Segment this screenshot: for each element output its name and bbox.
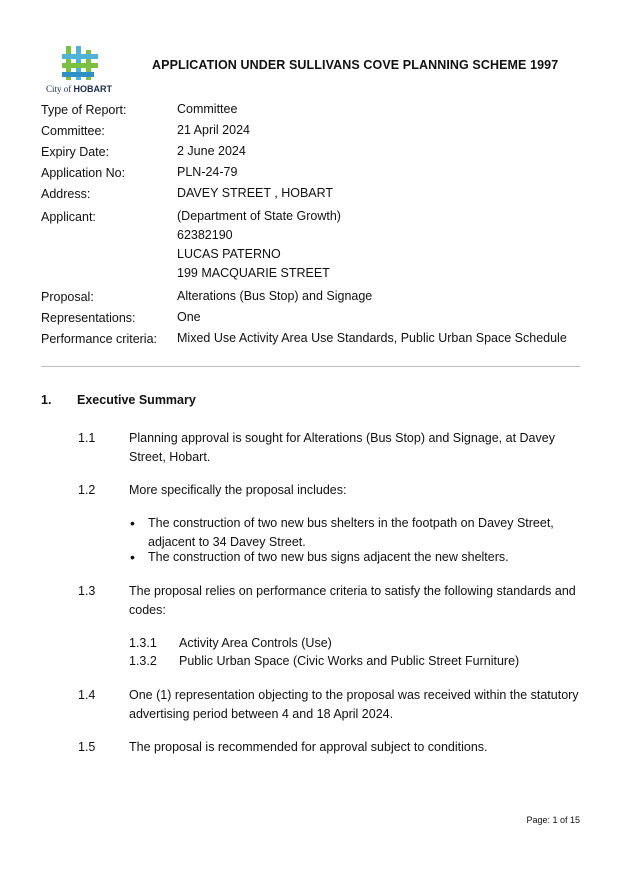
meta-row-committee (41, 121, 587, 142)
meta-value: Alterations (Bus Stop) and Signage (177, 289, 373, 303)
sub-item-number: 1.3.2 (129, 654, 157, 668)
meta-label: Application No: (41, 166, 126, 180)
bullet-line: The construction of two new bus signs adjacent the new shelters. (148, 550, 509, 564)
meta-label: Applicant: (41, 210, 96, 224)
paragraph-line: Street, Hobart. (129, 450, 211, 464)
sub-item (129, 652, 519, 671)
section-number: 1. (41, 393, 52, 407)
hobart-logo-mark (46, 44, 118, 96)
document-title: APPLICATION UNDER SULLIVANS COVE PLANNING SCHEME 1997 (152, 58, 559, 72)
bullet-icon: • (130, 515, 135, 531)
bullet-line: The construction of two new bus shelters in the footpath on Davey Street, (148, 516, 554, 530)
meta-row-representations (41, 308, 587, 329)
meta-label: Committee: (41, 124, 105, 138)
section-divider (41, 366, 580, 367)
paragraph-line: Planning approval is sought for Alterations (Bus Stop) and Signage, at Davey (129, 431, 555, 445)
meta-label: Representations: (41, 311, 136, 325)
meta-value: 21 April 2024 (177, 123, 250, 137)
bullet-icon: • (130, 549, 135, 565)
meta-row-expiry (41, 142, 587, 163)
paragraph-line: advertising period between 4 and 18 April 2024. (129, 707, 394, 721)
sub-item-text: Public Urban Space (Civic Works and Public Street Furniture) (179, 654, 520, 668)
meta-label: Proposal: (41, 290, 94, 304)
meta-value: 62382190 (177, 228, 233, 242)
meta-row-applicant (41, 207, 587, 283)
meta-row-criteria (41, 329, 587, 350)
meta-row-proposal (41, 287, 587, 308)
logo-text: City of HOBART (46, 84, 113, 94)
paragraph-1-5 (78, 738, 488, 757)
meta-row-address (41, 184, 587, 205)
section-title: Executive Summary (77, 393, 196, 407)
section-heading (41, 393, 196, 407)
meta-value: PLN-24-79 (177, 165, 238, 179)
paragraph-number: 1.4 (78, 688, 96, 702)
paragraph-line: More specifically the proposal includes: (129, 483, 347, 497)
sub-item (129, 634, 332, 653)
paragraph-number: 1.2 (78, 483, 96, 497)
meta-value: One (177, 310, 201, 324)
sub-item-number: 1.3.1 (129, 636, 157, 650)
page-number: Page: 1 of 15 (526, 815, 580, 825)
paragraph-number: 1.1 (78, 431, 96, 445)
city-of-hobart-logo (46, 44, 118, 96)
meta-value: DAVEY STREET , HOBART (177, 186, 334, 200)
paragraph-1-1 (78, 429, 555, 467)
report-metadata (41, 100, 587, 350)
meta-label: Expiry Date: (41, 145, 110, 159)
paragraph-line: The proposal is recommended for approval subject to conditions. (129, 740, 488, 754)
meta-row-type (41, 100, 587, 121)
meta-value: 2 June 2024 (177, 144, 246, 158)
paragraph-1-4 (78, 686, 579, 724)
paragraph-number: 1.3 (78, 584, 96, 598)
paragraph-number: 1.5 (78, 740, 96, 754)
bullet-line: adjacent to 34 Davey Street. (148, 535, 306, 549)
paragraph-line: The proposal relies on performance criteria to satisfy the following standards and (129, 584, 576, 598)
meta-value: LUCAS PATERNO (177, 247, 281, 261)
meta-value: Mixed Use Activity Area Use Standards, Public Urban Space Schedule (177, 331, 567, 345)
meta-value: (Department of State Growth) (177, 209, 341, 223)
paragraph-line: codes: (129, 603, 166, 617)
meta-label: Performance criteria: (41, 332, 158, 346)
paragraph-1-3 (78, 582, 576, 620)
paragraph-1-2 (78, 481, 347, 500)
paragraph-line: One (1) representation objecting to the proposal was received within the statutory (129, 688, 579, 702)
meta-row-application (41, 163, 587, 184)
meta-label: Address: (41, 187, 91, 201)
sub-item-text: Activity Area Controls (Use) (179, 636, 332, 650)
meta-label: Type of Report: (41, 103, 127, 117)
meta-value: 199 MACQUARIE STREET (177, 266, 330, 280)
meta-value: Committee (177, 102, 238, 116)
